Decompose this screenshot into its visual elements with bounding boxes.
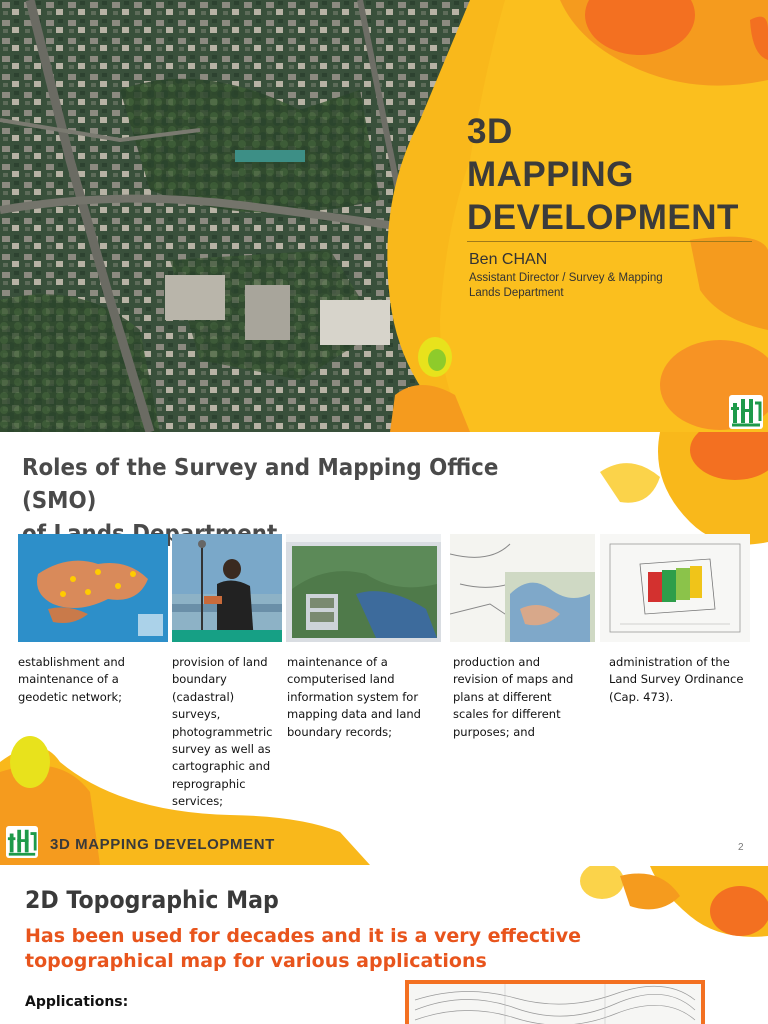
subtitle-line-1: Has been used for decades and it is a very effective xyxy=(25,925,581,947)
slide-title xyxy=(467,110,739,239)
role-line-1: Assistant Director / Survey & Mapping xyxy=(469,272,663,284)
caption-line: computerised land xyxy=(287,672,395,687)
footer-title: 3D MAPPING DEVELOPMENT xyxy=(50,836,275,853)
role-caption-ordinance xyxy=(609,654,764,706)
lands-department-logo-icon xyxy=(729,395,763,429)
caption-line: scales for different xyxy=(453,707,561,722)
caption-line: purposes; and xyxy=(453,724,535,739)
caption-line: (Cap. 473). xyxy=(609,689,674,704)
subtitle-line-2: topographical map for various applications xyxy=(25,950,487,972)
topographic-map-slide xyxy=(0,866,768,1024)
land-surveyor-photo xyxy=(172,534,282,642)
caption-line: (cadastral) surveys, xyxy=(172,689,235,722)
cadastral-plan-image xyxy=(600,534,750,642)
maps-and-plans-image xyxy=(450,534,595,642)
slide-title: 2D Topographic Map xyxy=(25,886,279,914)
applications-label: Applications: xyxy=(25,994,129,1010)
caption-line: information system for xyxy=(287,689,419,704)
caption-line: production and xyxy=(453,655,541,669)
title-line-1: 3D xyxy=(467,112,513,151)
land-information-system-image xyxy=(286,534,441,642)
caption-line: maintenance of a xyxy=(287,655,388,669)
title-line-1: Roles of the Survey and Mapping Office (SMO) xyxy=(22,455,499,514)
title-divider xyxy=(467,241,752,242)
title-line-3: DEVELOPMENT xyxy=(467,198,739,237)
caption-line: services; xyxy=(172,794,224,809)
role-caption-surveys xyxy=(172,654,284,811)
role-caption-lis xyxy=(287,654,447,741)
role-caption-maps xyxy=(453,654,598,741)
title-line-2: MAPPING xyxy=(467,155,634,194)
page-number: 2 xyxy=(738,842,744,853)
roles-slide xyxy=(0,432,768,865)
slide-subtitle xyxy=(25,924,725,974)
caption-line: establishment and xyxy=(18,655,125,669)
caption-line: survey as well as xyxy=(172,742,271,757)
role-line-2: Lands Department xyxy=(469,287,564,299)
title-slide xyxy=(0,0,768,432)
lands-department-logo-icon xyxy=(4,826,40,858)
geodetic-network-map-image xyxy=(18,534,168,642)
caption-line: geodetic network; xyxy=(18,689,123,704)
caption-line: photogrammetric xyxy=(172,724,273,739)
caption-line: mapping data and land xyxy=(287,707,421,722)
caption-line: plans at different xyxy=(453,689,552,704)
caption-line: boundary records; xyxy=(287,724,393,739)
caption-line: boundary xyxy=(172,672,227,687)
role-caption-geodetic xyxy=(18,654,168,706)
presenter-name: Ben CHAN xyxy=(469,251,548,268)
caption-line: cartographic and xyxy=(172,759,271,774)
caption-line: administration of the xyxy=(609,655,730,669)
caption-line: revision of maps and xyxy=(453,672,574,687)
caption-line: provision of land xyxy=(172,655,268,669)
caption-line: Land Survey Ordinance xyxy=(609,672,744,687)
caption-line: reprographic xyxy=(172,776,246,791)
caption-line: maintenance of a xyxy=(18,672,119,687)
topographic-map-image xyxy=(405,980,705,1024)
presenter-role xyxy=(469,271,663,301)
